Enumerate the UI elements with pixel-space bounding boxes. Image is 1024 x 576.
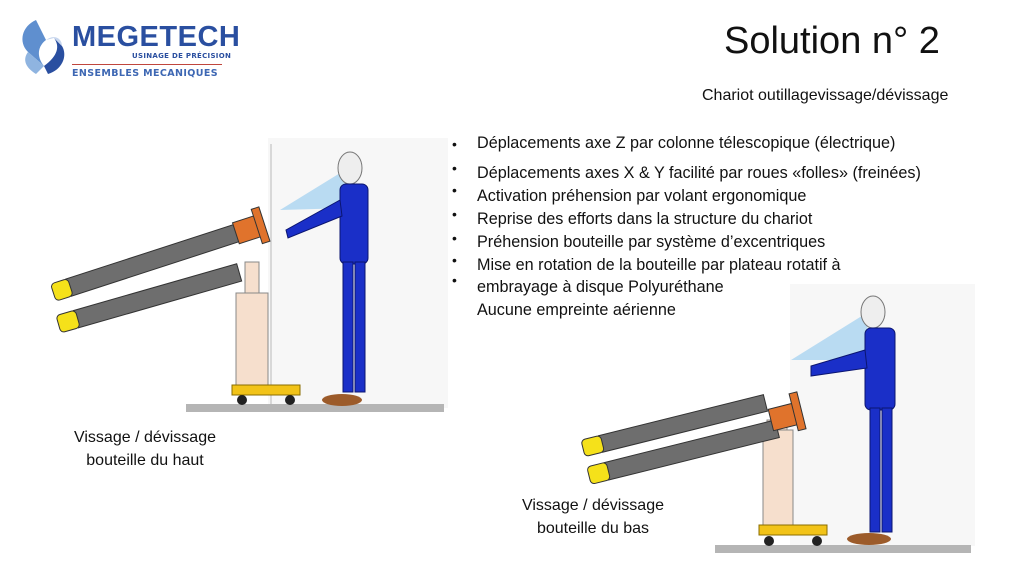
bullet-dot: • [452, 136, 457, 152]
company-logo [14, 16, 244, 82]
megetech-logo-icon [14, 16, 74, 80]
cart-base [232, 385, 300, 395]
bullet-text: Reprise des efforts dans la structure du chariot [477, 210, 813, 228]
slide-title: Solution n° 2 [724, 20, 940, 62]
slide-subtitle: Chariot outillagevissage/dévissage [702, 87, 949, 104]
wheel [764, 536, 774, 546]
caption-top-bottle [58, 426, 232, 472]
wheel [237, 395, 247, 405]
floor [186, 404, 444, 412]
bullet-text: Aucune empreinte aérienne [477, 301, 676, 319]
bullet-dot: • [452, 160, 457, 176]
caption-line: Vissage / dévissage [73, 429, 216, 446]
bullet-dot: • [452, 206, 457, 222]
caption-bottom-bottle [506, 494, 680, 540]
caption-line: Vissage / dévissage [521, 497, 664, 514]
brand-divider [72, 64, 222, 65]
bullet-text: Mise en rotation de la bouteille par plateau rotatif à [477, 256, 841, 274]
caption-line: bouteille du haut [86, 452, 204, 469]
floor [715, 545, 971, 553]
illustration-top-bottle [40, 138, 460, 418]
bullet-text: Activation préhension par volant ergonomique [477, 187, 807, 205]
brand-name: MEGETECH [72, 21, 241, 53]
bullet-text: Déplacements axe Z par colonne télescopique (électrique) [477, 134, 896, 152]
wheel [812, 536, 822, 546]
bullet-dot: • [452, 252, 457, 268]
bullet-text: embrayage à disque Polyuréthane [477, 278, 724, 296]
bullet-text: Déplacements axes X & Y facilité par roues «folles» (freinées) [477, 164, 921, 182]
bullet-dot: • [452, 272, 457, 288]
column-lower-section [763, 430, 793, 526]
caption-line: bouteille du bas [536, 520, 650, 537]
brand-tagline: USINAGE DE PRÉCISION [132, 52, 232, 60]
column-lower-section [236, 293, 268, 387]
cart-base [759, 525, 827, 535]
brand-subtitle: ENSEMBLES MECANIQUES [72, 68, 219, 79]
bullet-dot: • [452, 182, 457, 198]
bullet-text: Préhension bouteille par système d’excentriques [477, 233, 826, 251]
bullet-dot: • [452, 230, 457, 246]
wheel [285, 395, 295, 405]
